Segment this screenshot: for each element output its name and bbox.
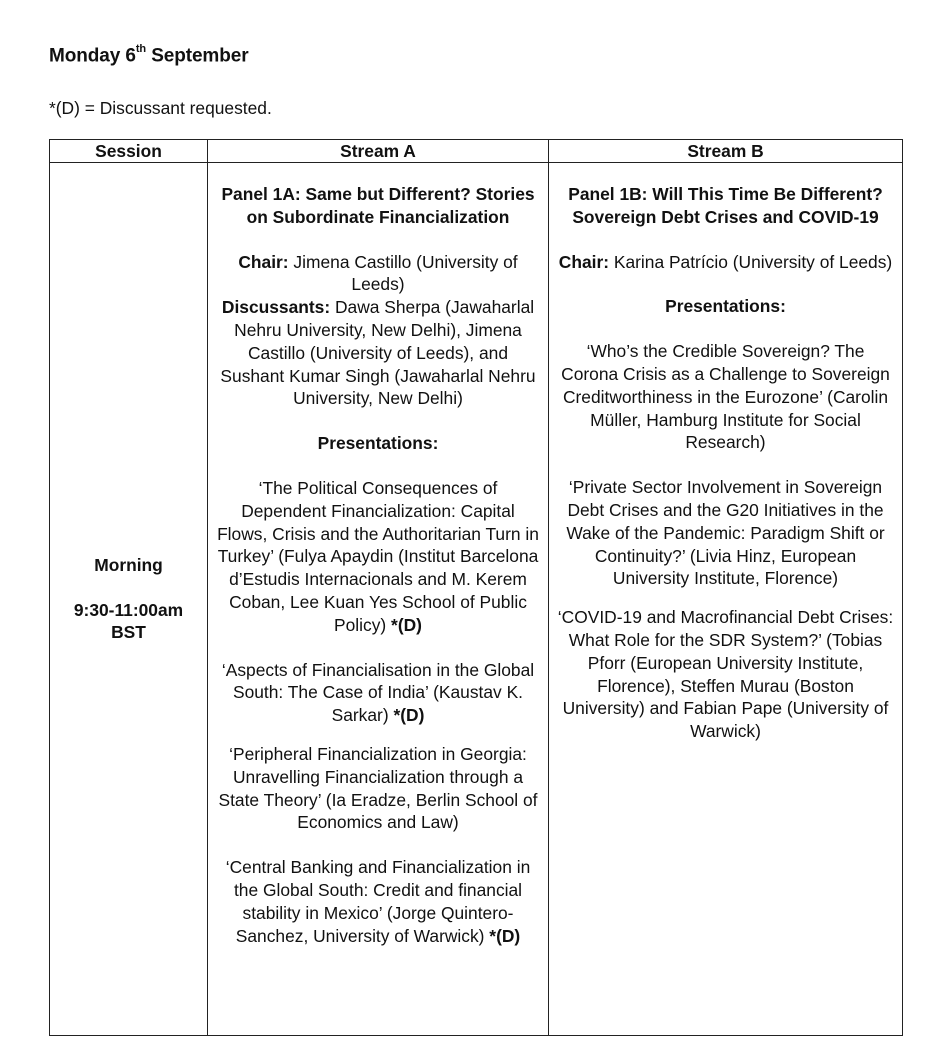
presentation-item: ‘COVID-19 and Macrofinancial Debt Crises: What Role for the SDR System?’ (Tobias Pforr (European University Institute, Florence), Steffen Murau (Boston University) and Fabian Pape (University of Warwick): [557, 607, 894, 742]
stream-b-cell: [549, 163, 903, 1036]
session-name: Morning: [94, 554, 163, 575]
heading-date: Monday 6: [49, 45, 136, 67]
discussant-note: *(D) = Discussant requested.: [49, 98, 272, 118]
stream-a-cell: [208, 163, 549, 1036]
heading-month: September: [146, 45, 249, 67]
presentation-item: [216, 477, 540, 637]
chair-label: Chair:: [238, 251, 289, 272]
panel-1b-chair: [557, 251, 894, 274]
panel-1a-title: Panel 1A: Same but Different? Stories on Subordinate Financialization: [221, 184, 535, 227]
chair-value: Jimena Castillo (University of Leeds): [288, 251, 518, 295]
page-heading: [49, 45, 249, 67]
presentation-item: [216, 743, 540, 834]
discussant-requested-mark: *(D): [393, 705, 425, 726]
heading-ordinal-suffix: th: [135, 43, 147, 55]
session-timezone: BST: [111, 622, 146, 643]
panel-1b-title: Panel 1B: Will This Time Be Different? Sovereign Debt Crises and COVID-19: [568, 184, 883, 227]
presentation-item: ‘Private Sector Involvement in Sovereign Debt Crises and the G20 Initiatives in the Wake of the Pandemic: Paradigm Shift or Continuity?’ (Livia Hinz, European University Institute, Florence): [566, 477, 885, 589]
presentation-text: ‘Peripheral Financialization in Georgia: Unravelling Financialization through a State Theory’ (Ia Eradze, Berlin School of Economics and Law): [218, 743, 538, 833]
table-row: [50, 163, 903, 1036]
discussant-requested-mark: *(D): [391, 614, 422, 635]
panel-1a-chair: [216, 251, 540, 297]
header-stream-a: Stream A: [208, 140, 549, 163]
presentation-text: ‘Central Banking and Financialization in the Global South: Credit and financial stability in Mexico’ (Jorge Quintero-Sanchez, University of Warwick): [225, 857, 531, 946]
panel-1b-presentations-label: Presentations:: [665, 296, 786, 317]
presentation-item: ‘Who’s the Credible Sovereign? The Corona Crisis as a Challenge to Sovereign Creditworthiness in the Eurozone’ (Carolin Müller, Hamburg Institute for Social Research): [561, 341, 890, 453]
session-time: [51, 599, 206, 645]
session-time-range: 9:30-11:00am: [73, 599, 184, 620]
presentation-text: ‘The Political Consequences of Dependent Financialization: Capital Flows, Crisis and the Authoritarian Turn in Turkey’ (Fulya Apaydin (Institut Barcelona d’Estudis Internacionals and M. Kerem Coban, Lee Kuan Yes School of Public Policy): [217, 477, 539, 635]
table-header-row: [50, 140, 903, 163]
presentation-text: ‘Aspects of Financialisation in the Global South: The Case of India’ (Kaustav K. Sarkar): [221, 659, 535, 726]
chair-label: Chair:: [558, 251, 610, 272]
header-session: Session: [50, 140, 208, 163]
discussant-requested-mark: *(D): [489, 925, 521, 946]
chair-value: Karina Patrício (University of Leeds): [609, 251, 893, 272]
panel-1a-discussants: [216, 296, 540, 410]
discussants-value: Dawa Sherpa (Jawaharlal Nehru University, New Delhi), Jimena Castillo (University of Leeds), and Sushant Kumar Singh (Jawaharlal Nehru University, New Delhi): [220, 297, 536, 409]
schedule-table: [49, 139, 903, 1036]
session-cell: [50, 163, 208, 1036]
panel-1a-presentations-label: Presentations:: [317, 433, 439, 454]
discussants-label: Discussants:: [221, 297, 331, 318]
presentation-item: [216, 659, 540, 727]
presentation-item: [216, 856, 540, 947]
header-stream-b: Stream B: [549, 140, 903, 163]
